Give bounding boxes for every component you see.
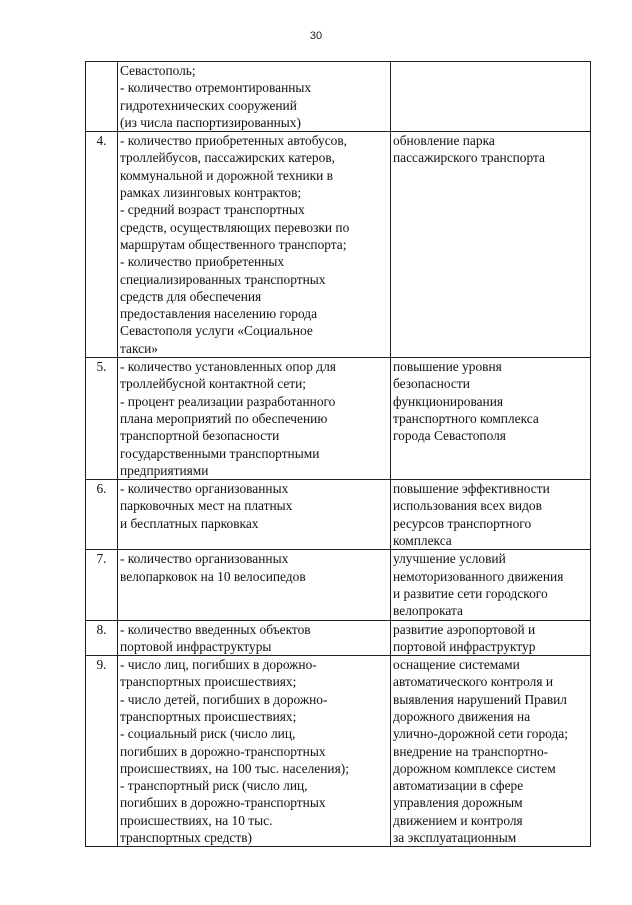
- indicator-cell: [118, 132, 391, 358]
- indicator-line: коммунальной и дорожной техники в: [120, 167, 333, 183]
- indicator-cell: [118, 620, 391, 656]
- indicator-line: предприятиями: [120, 462, 209, 478]
- indicator-cell: [118, 358, 391, 480]
- goal-line: пассажирского транспорта: [393, 150, 545, 166]
- goal-cell: [391, 358, 591, 480]
- goal-line: дорожного движения на: [393, 708, 531, 724]
- indicator-line: портовой инфраструктуры: [120, 638, 272, 654]
- row-number: 7.: [86, 550, 118, 620]
- table-row: [86, 132, 591, 358]
- goal-line: повышение уровня: [393, 359, 502, 375]
- goal-line: функционирования: [393, 393, 504, 409]
- indicator-line: такси»: [120, 340, 158, 356]
- goal-line: города Севастополя: [393, 428, 506, 444]
- row-number: 9.: [86, 656, 118, 847]
- indicator-cell: [118, 480, 391, 550]
- row-number: 6.: [86, 480, 118, 550]
- indicator-line: Севастополь;: [120, 63, 196, 78]
- goal-line: комплекса: [393, 533, 452, 549]
- indicator-line: троллейбусной контактной сети;: [120, 376, 307, 392]
- goal-line: автоматизации в сфере: [393, 778, 524, 794]
- indicator-line: и бесплатных парковках: [120, 515, 259, 531]
- goal-line: немоторизованного движения: [393, 568, 564, 584]
- indicator-line: - количество приобретенных автобусов,: [120, 133, 348, 149]
- row-number: 8.: [86, 620, 118, 656]
- goal-cell: [391, 656, 591, 847]
- goal-cell: [391, 132, 591, 358]
- goal-line: управления дорожным: [393, 795, 523, 811]
- goal-line: движением и контроля: [393, 812, 523, 828]
- indicator-line: рамках лизинговых контрактов;: [120, 185, 302, 201]
- indicator-line: происшествиях, на 100 тыс. населения);: [120, 760, 349, 776]
- indicator-line: - количество организованных: [120, 551, 289, 567]
- indicator-line: - количество установленных опор для: [120, 359, 336, 375]
- goal-cell: [391, 550, 591, 620]
- indicator-cell: [118, 656, 391, 847]
- goal-line: улучшение условий: [393, 551, 506, 567]
- indicator-line: - количество отремонтированных: [120, 80, 312, 96]
- table-row: [86, 480, 591, 550]
- table-body: [86, 62, 591, 847]
- indicator-line: погибших в дорожно-транспортных: [120, 795, 326, 811]
- table-row: [86, 62, 591, 132]
- indicator-line: предоставления населению города: [120, 306, 318, 322]
- goal-line: оснащение системами: [393, 657, 520, 673]
- indicator-line: происшествиях, на 10 тыс.: [120, 812, 273, 828]
- indicator-line: транспортных происшествиях;: [120, 708, 297, 724]
- indicator-cell: [118, 550, 391, 620]
- goal-line: транспортного комплекса: [393, 410, 539, 426]
- row-number: [86, 62, 118, 132]
- table-row: [86, 358, 591, 480]
- goal-line: обновление парка: [393, 133, 495, 149]
- indicator-line: средств для обеспечения: [120, 288, 262, 304]
- indicator-line: специализированных транспортных: [120, 271, 326, 287]
- indicator-line: государственными транспортными: [120, 445, 320, 461]
- indicator-line: - социальный риск (число лиц,: [120, 726, 296, 742]
- indicator-line: парковочных мест на платных: [120, 498, 293, 514]
- goal-line: и развитие сети городского: [393, 585, 548, 601]
- indicator-line: - процент реализации разработанного: [120, 393, 336, 409]
- goal-line: ресурсов транспортного: [393, 515, 532, 531]
- indicators-table: [85, 61, 591, 847]
- page-number: 30: [309, 30, 323, 42]
- goal-line: выявления нарушений Правил: [393, 691, 567, 707]
- goal-line: автоматического контроля и: [393, 674, 553, 690]
- table-row: [86, 550, 591, 620]
- indicator-line: плана мероприятий по обеспечению: [120, 410, 328, 426]
- indicator-line: средств, осуществляющих перевозки по: [120, 219, 350, 235]
- indicator-line: - количество организованных: [120, 481, 289, 497]
- goal-line: развитие аэропортовой и: [393, 621, 536, 637]
- indicator-line: - количество приобретенных: [120, 254, 285, 270]
- goal-line: безопасности: [393, 376, 470, 392]
- row-number: 5.: [86, 358, 118, 480]
- indicator-line: - количество введенных объектов: [120, 621, 311, 637]
- table-row: [86, 656, 591, 847]
- indicator-line: Севастополя услуги «Социальное: [120, 323, 313, 339]
- indicator-line: (из числа паспортизированных): [120, 114, 301, 130]
- indicator-line: транспортных средств): [120, 830, 252, 846]
- goal-line: портовой инфраструктур: [393, 638, 536, 654]
- goal-line: дорожном комплексе систем: [393, 760, 556, 776]
- indicator-line: транспортных происшествиях;: [120, 674, 297, 690]
- indicator-line: - число детей, погибших в дорожно-: [120, 691, 328, 707]
- goal-line: использования всех видов: [393, 498, 542, 514]
- indicator-cell: [118, 62, 391, 132]
- indicator-line: - число лиц, погибших в дорожно-: [120, 657, 317, 673]
- goal-line: велопроката: [393, 603, 463, 619]
- goal-line: внедрение на транспортно-: [393, 743, 549, 759]
- goal-line: за эксплуатационным: [393, 830, 517, 846]
- goal-line: повышение эффективности: [393, 481, 550, 497]
- indicator-line: маршрутам общественного транспорта;: [120, 236, 347, 252]
- indicator-line: велопарковок на 10 велосипедов: [120, 568, 306, 584]
- goal-cell: [391, 62, 591, 132]
- indicator-line: гидротехнических сооружений: [120, 97, 297, 113]
- goal-cell: [391, 480, 591, 550]
- indicator-line: - средний возраст транспортных: [120, 202, 305, 218]
- indicator-line: транспортной безопасности: [120, 428, 280, 444]
- table-row: [86, 620, 591, 656]
- goal-cell: [391, 620, 591, 656]
- indicator-line: троллейбусов, пассажирских катеров,: [120, 150, 335, 166]
- indicator-line: - транспортный риск (число лиц,: [120, 778, 308, 794]
- goal-line: улично-дорожной сети города;: [393, 726, 568, 742]
- indicator-line: погибших в дорожно-транспортных: [120, 743, 326, 759]
- row-number: 4.: [86, 132, 118, 358]
